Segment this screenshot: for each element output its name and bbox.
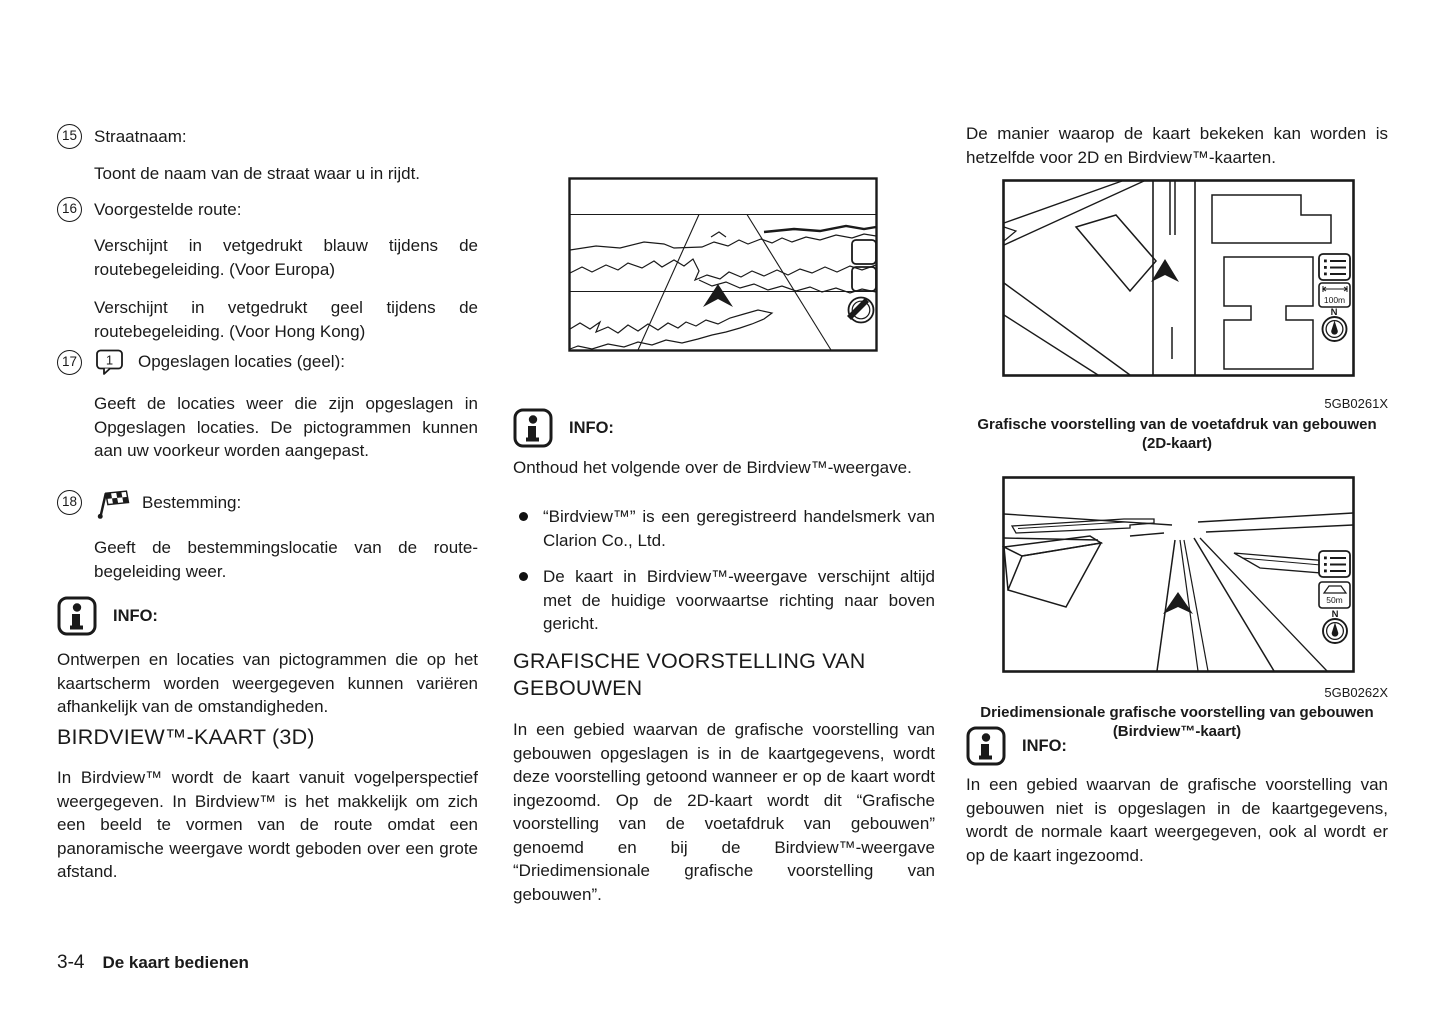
figure-code: 5GB0261X xyxy=(1324,396,1388,411)
section-heading-birdview: BIRDVIEW™-KAART (3D) xyxy=(57,725,315,749)
compass-label: N xyxy=(1331,609,1339,620)
caption-line: Driedimensionale grafische voorstelling van gebouwen xyxy=(980,704,1374,721)
compass-icon xyxy=(1323,307,1347,341)
circled-number-17: 17 xyxy=(57,350,82,375)
page-footer xyxy=(57,952,249,974)
map-birdview-illustration xyxy=(1002,476,1355,673)
compass-icon xyxy=(847,298,874,323)
position-arrow-icon xyxy=(703,284,733,307)
bullet-item xyxy=(513,505,935,552)
intro-text: De manier waarop de kaart bekeken kan worden is hetzelfde voor 2D en Birdview™-kaarten. xyxy=(966,124,1388,167)
middle-column xyxy=(513,122,935,952)
marker-digit: 1 xyxy=(105,352,114,368)
item-18-body: Geeft de bestemmingslocatie van de route-begeleiding weer. xyxy=(94,538,478,581)
list-item-17 xyxy=(57,348,345,376)
scale-icon xyxy=(1319,582,1350,608)
building-roof xyxy=(1012,519,1154,533)
info-label: INFO: xyxy=(569,418,614,437)
scale-label: 100m xyxy=(1323,295,1346,305)
scale-icon xyxy=(1319,283,1350,307)
info-icon xyxy=(57,596,97,636)
circled-number-15: 15 xyxy=(57,124,82,149)
compass-label: N xyxy=(1330,307,1338,318)
item-label: Voorgestelde route: xyxy=(94,199,242,219)
list-icon xyxy=(1319,254,1350,280)
item-15-body: Toont de naam van de straat waar u in rijdt. xyxy=(94,164,421,183)
map-2d-illustration xyxy=(1002,179,1355,377)
birdview-map-illustration xyxy=(568,177,878,352)
info-text: In een gebied waarvan de grafische voorstelling van gebouwen niet is opgeslagen in de kaartgegevens, wordt de normale kaart weergegeven, ook al wordt er op de kaart ingezoomd. xyxy=(966,775,1388,865)
info-label: INFO: xyxy=(1022,736,1067,755)
figure-code: 5GB0262X xyxy=(1324,685,1388,700)
right-column xyxy=(966,122,1388,912)
item-label: Straatnaam: xyxy=(94,126,187,146)
building-footprint xyxy=(1076,215,1156,291)
info-text: Onthoud het volgende over de Birdview™-weergave. xyxy=(513,458,912,477)
caption-line: (2D-kaart) xyxy=(1141,435,1213,452)
map-button-icon xyxy=(852,240,876,264)
footer-section-title: De kaart bedienen xyxy=(102,953,249,972)
building-footprint xyxy=(1212,195,1331,243)
info-icon xyxy=(966,726,1006,766)
circled-number-18: 18 xyxy=(57,490,82,515)
scale-label: 50m xyxy=(1326,595,1343,605)
bullet-item xyxy=(513,565,935,636)
caption-line: Grafische voorstelling van de voetafdruk van gebouwen xyxy=(977,416,1377,433)
info-icon xyxy=(513,408,553,448)
info-text: Ontwerpen en locaties van pictogrammen die op het kaartscherm worden weergegeven kunnen variëren afhankelijk van de omstandigheden. xyxy=(57,650,478,716)
list-icon xyxy=(1319,551,1350,577)
saved-location-marker-icon xyxy=(94,348,126,376)
building-3d-box xyxy=(1004,536,1101,607)
item-16-body-1: Verschijnt in vetgedrukt blauw tijdens de routebegeleiding. (Voor Europa) xyxy=(94,236,478,279)
info-note-header xyxy=(513,408,614,448)
compass-icon xyxy=(1323,609,1347,643)
list-item-15 xyxy=(57,124,187,149)
caption-line: (Birdview™-kaart) xyxy=(1112,723,1242,740)
map-button-icon xyxy=(852,267,876,291)
item-label: Opgeslagen locaties (geel): xyxy=(138,352,345,371)
destination-flag-icon xyxy=(94,486,130,519)
list-item-16 xyxy=(57,197,241,222)
item-16-body-2: Verschijnt in vetgedrukt geel tijdens de routebegeleiding. (Voor Hong Kong) xyxy=(94,298,478,341)
bullet-icon xyxy=(519,572,528,581)
page-number: 3-4 xyxy=(57,952,85,973)
info-label: INFO: xyxy=(113,606,158,625)
figure-caption xyxy=(966,415,1388,453)
item-label: Bestemming: xyxy=(142,492,242,512)
left-column xyxy=(57,122,478,922)
section-paragraph: In een gebied waarvan de grafische voorstelling van gebouwen opgeslagen is in de kaartgegevens, wordt deze voorstelling getoond wanneer er op de kaart wordt ingezoomd. Op de 2D-kaart wordt dit “Grafische voorstelling van de voetafdruk van gebouwen” genoemd en bij de Birdview™-weergave “Driedimensionale grafische voorstelling van gebouwen”. xyxy=(513,720,935,904)
building-footprint xyxy=(1224,257,1313,369)
bullet-text: “Birdview™” is een geregistreerd handelsmerk van Clarion Co., Ltd. xyxy=(543,507,935,550)
bullet-icon xyxy=(519,512,528,521)
info-note-header xyxy=(57,596,158,636)
section-heading-graphic: GRAFISCHE VOORSTELLING VAN GEBOUWEN xyxy=(513,649,866,700)
info-note-header xyxy=(966,726,1067,766)
circled-number-16: 16 xyxy=(57,197,82,222)
section-paragraph: In Birdview™ wordt de kaart vanuit vogelperspectief weergegeven. In Birdview™ is het makkelijk om zich een beeld te vormen van de route omdat een panoramische weergave wordt geboden over een grote afstand. xyxy=(57,768,478,881)
list-item-18 xyxy=(57,486,241,519)
item-17-body: Geeft de locaties weer die zijn opgeslagen in Opgeslagen locaties. De pictogrammen kunnen aan uw voorkeur worden aangepast. xyxy=(94,394,478,460)
bullet-text: De kaart in Birdview™-weergave verschijnt altijd met de huidige voorwaartse richting naar boven gericht. xyxy=(543,567,935,633)
